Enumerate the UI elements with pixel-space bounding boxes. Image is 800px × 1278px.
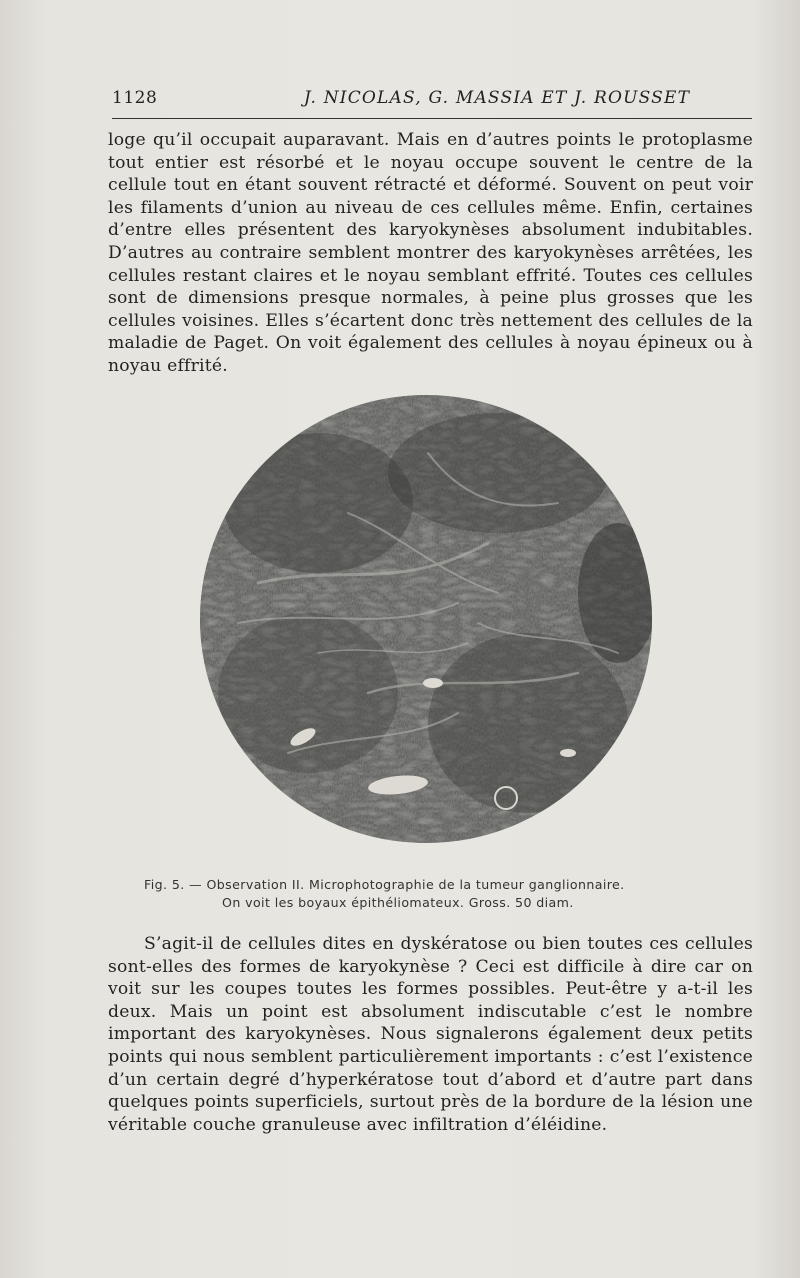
paragraph-2-text: S’agit-il de cellules dites en dyskératose ou bien toutes ces cellules sont-elles des formes de karyokynèse ? Ceci est difficile à dire car on voit sur les coupes toutes les formes possibles. Peut-être y a-t-il les deux. Mais un point est absolument indiscutable c’est le nombre important des karyokynèses. Nous signalerons également deux petits points qui nous semblent particulièrement importants : c’est l’existence d’un certain degré d’hyperkératose tout d’abord et d’autre part dans quelques points superficiels, surtout près de la bordure de la lésion une véritable couche granuleuse avec infiltration d’éléidine. [108, 934, 753, 1135]
paragraph-1-text: loge qu’il occupait auparavant. Mais en d’autres points le protoplasme tout entier est résorbé et le noyau occupe souvent le centre de la cellule tout en étant souvent rétracté et déformé. Souvent on peut voir les filaments d’union au niveau de ces cellules même. Enfin, certaines d’entre elles présentent des karyokynèses absolument indubitables. D’autres au contraire semblent montrer des karyokynèses arrêtées, les cellules restant claires et le noyau semblant effrité. Toutes ces cellules sont de dimensions presque normales, à peine plus grosses que les cellules voisines. Elles s’écartent donc très nettement des cellules de la maladie de Paget. On voit également des cellules à noyau épineux ou à noyau effrité. [108, 130, 753, 376]
header-authors: J. NICOLAS, G. MASSIA ET J. ROUSSET [303, 88, 691, 108]
header-rule [112, 118, 752, 119]
caption-line-1: Fig. 5. — Observation II. Microphotographie de la tumeur ganglionnaire. [144, 877, 625, 892]
paragraph-1 [108, 129, 753, 378]
caption-line-2: On voit les boyaux épithéliomateux. Gross. 50 diam. [222, 895, 574, 910]
running-header [112, 88, 752, 114]
micrograph-image [198, 393, 654, 845]
page-number: 1128 [112, 88, 158, 108]
figure-caption [144, 876, 724, 912]
paragraph-2 [108, 933, 753, 1136]
